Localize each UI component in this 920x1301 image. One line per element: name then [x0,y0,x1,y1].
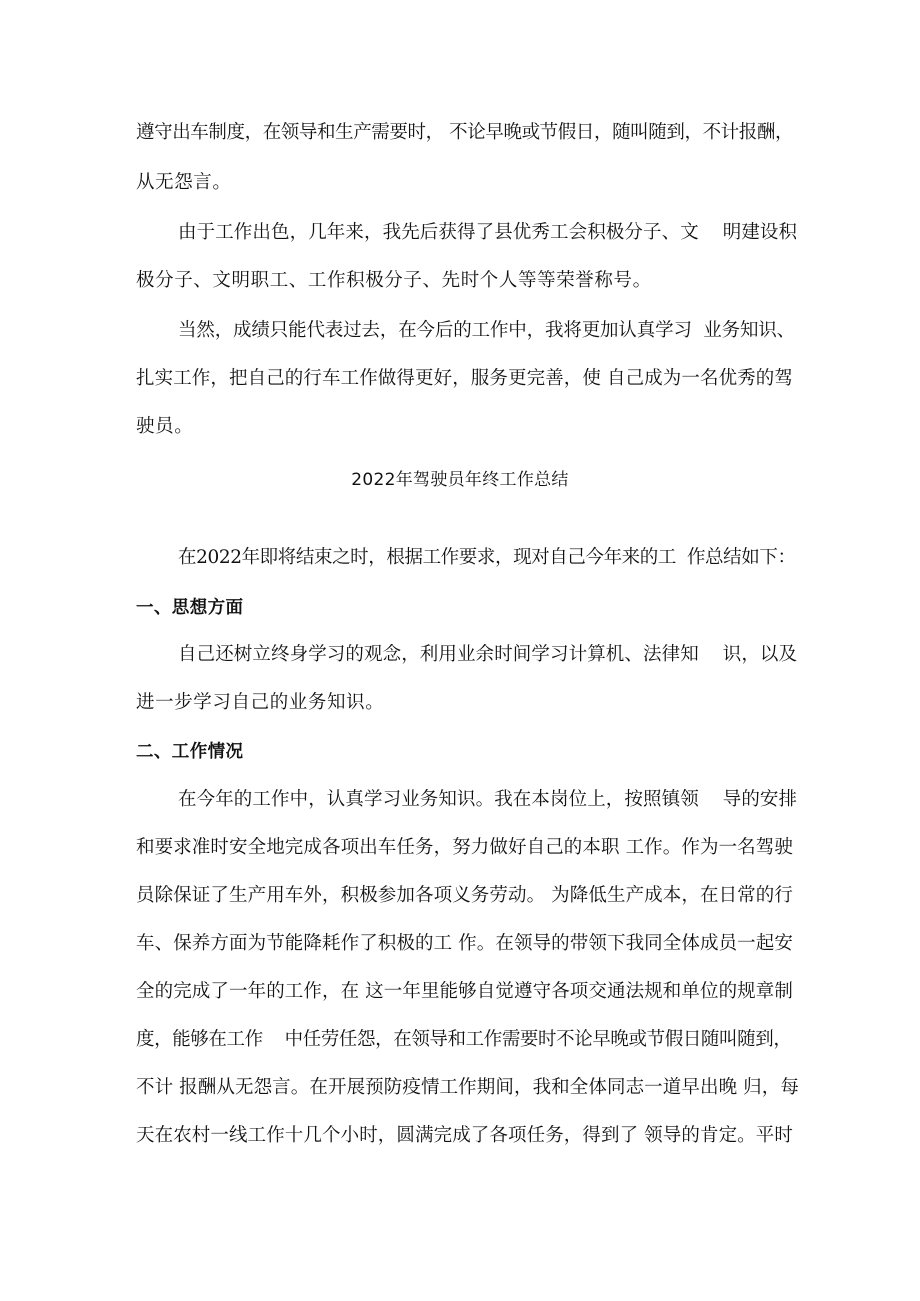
section-heading: 二、工作情况 [136,742,244,762]
paragraph-line: 驶员。 [136,416,194,437]
paragraph-line: 由于工作出色，几年来，我先后获得了县优秀工会积极分子、文 明建设积 [178,222,798,243]
paragraph-line: 极分子、文明职工、工作积极分子、先时个人等等荣誉称号。 [136,270,652,291]
paragraph-line: 从无怨言。 [136,172,232,193]
paragraph-line: 自己还树立终身学习的观念，利用业余时间学习计算机、法律知 识，以及 [178,644,798,665]
paragraph-line: 扎实工作，把自己的行车工作做得更好，服务更完善，使 自己成为一名优秀的驾 [136,368,793,389]
section-heading: 一、思想方面 [136,598,244,618]
paragraph-line: 在今年的工作中，认真学习业务知识。我在本岗位上，按照镇领 导的安排 [178,789,798,810]
paragraph-line: 进一步学习自己的业务知识。 [136,692,385,713]
paragraph-line: 天在农村一线工作十几个小时，圆满完成了各项任务，得到了 领导的肯定。平时 [136,1125,793,1146]
paragraph-line: 员除保证了生产用车外，积极参加各项义务劳动。 为降低生产成本，在日常的行 [136,885,793,906]
paragraph-line: 全的完成了一年的工作，在 这一年里能够自觉遵守各项交通法规和单位的规章制 [136,981,793,1002]
intro-line: 在2022年即将结束之时，根据工作要求，现对自己今年来的工 作总结如下： [178,547,796,568]
paragraph-line: 当然，成绩只能代表过去，在今后的工作中，我将更加认真学习 业务知识、 [178,320,796,341]
paragraph-line: 和要求准时安全地完成各项出车任务，努力做好自己的本职 工作。作为一名驾驶 [136,837,793,858]
document-title: 2022年驾驶员年终工作总结 [351,470,569,490]
paragraph-line: 度，能够在工作 中任劳任怨，在领导和工作需要时不论早晚或节假日随叫随到， [136,1029,792,1050]
paragraph-line: 车、保养方面为节能降耗作了积极的工 作。在领导的带领下我同全体成员一起安 [136,933,793,954]
paragraph-line: 遵守出车制度，在领导和生产需要时， 不论早晚或节假日，随叫随到，不计报酬， [136,122,794,143]
paragraph-line: 不计 报酬从无怨言。在开展预防疫情工作期间，我和全体同志一道早出晚 归，每 [136,1077,799,1098]
